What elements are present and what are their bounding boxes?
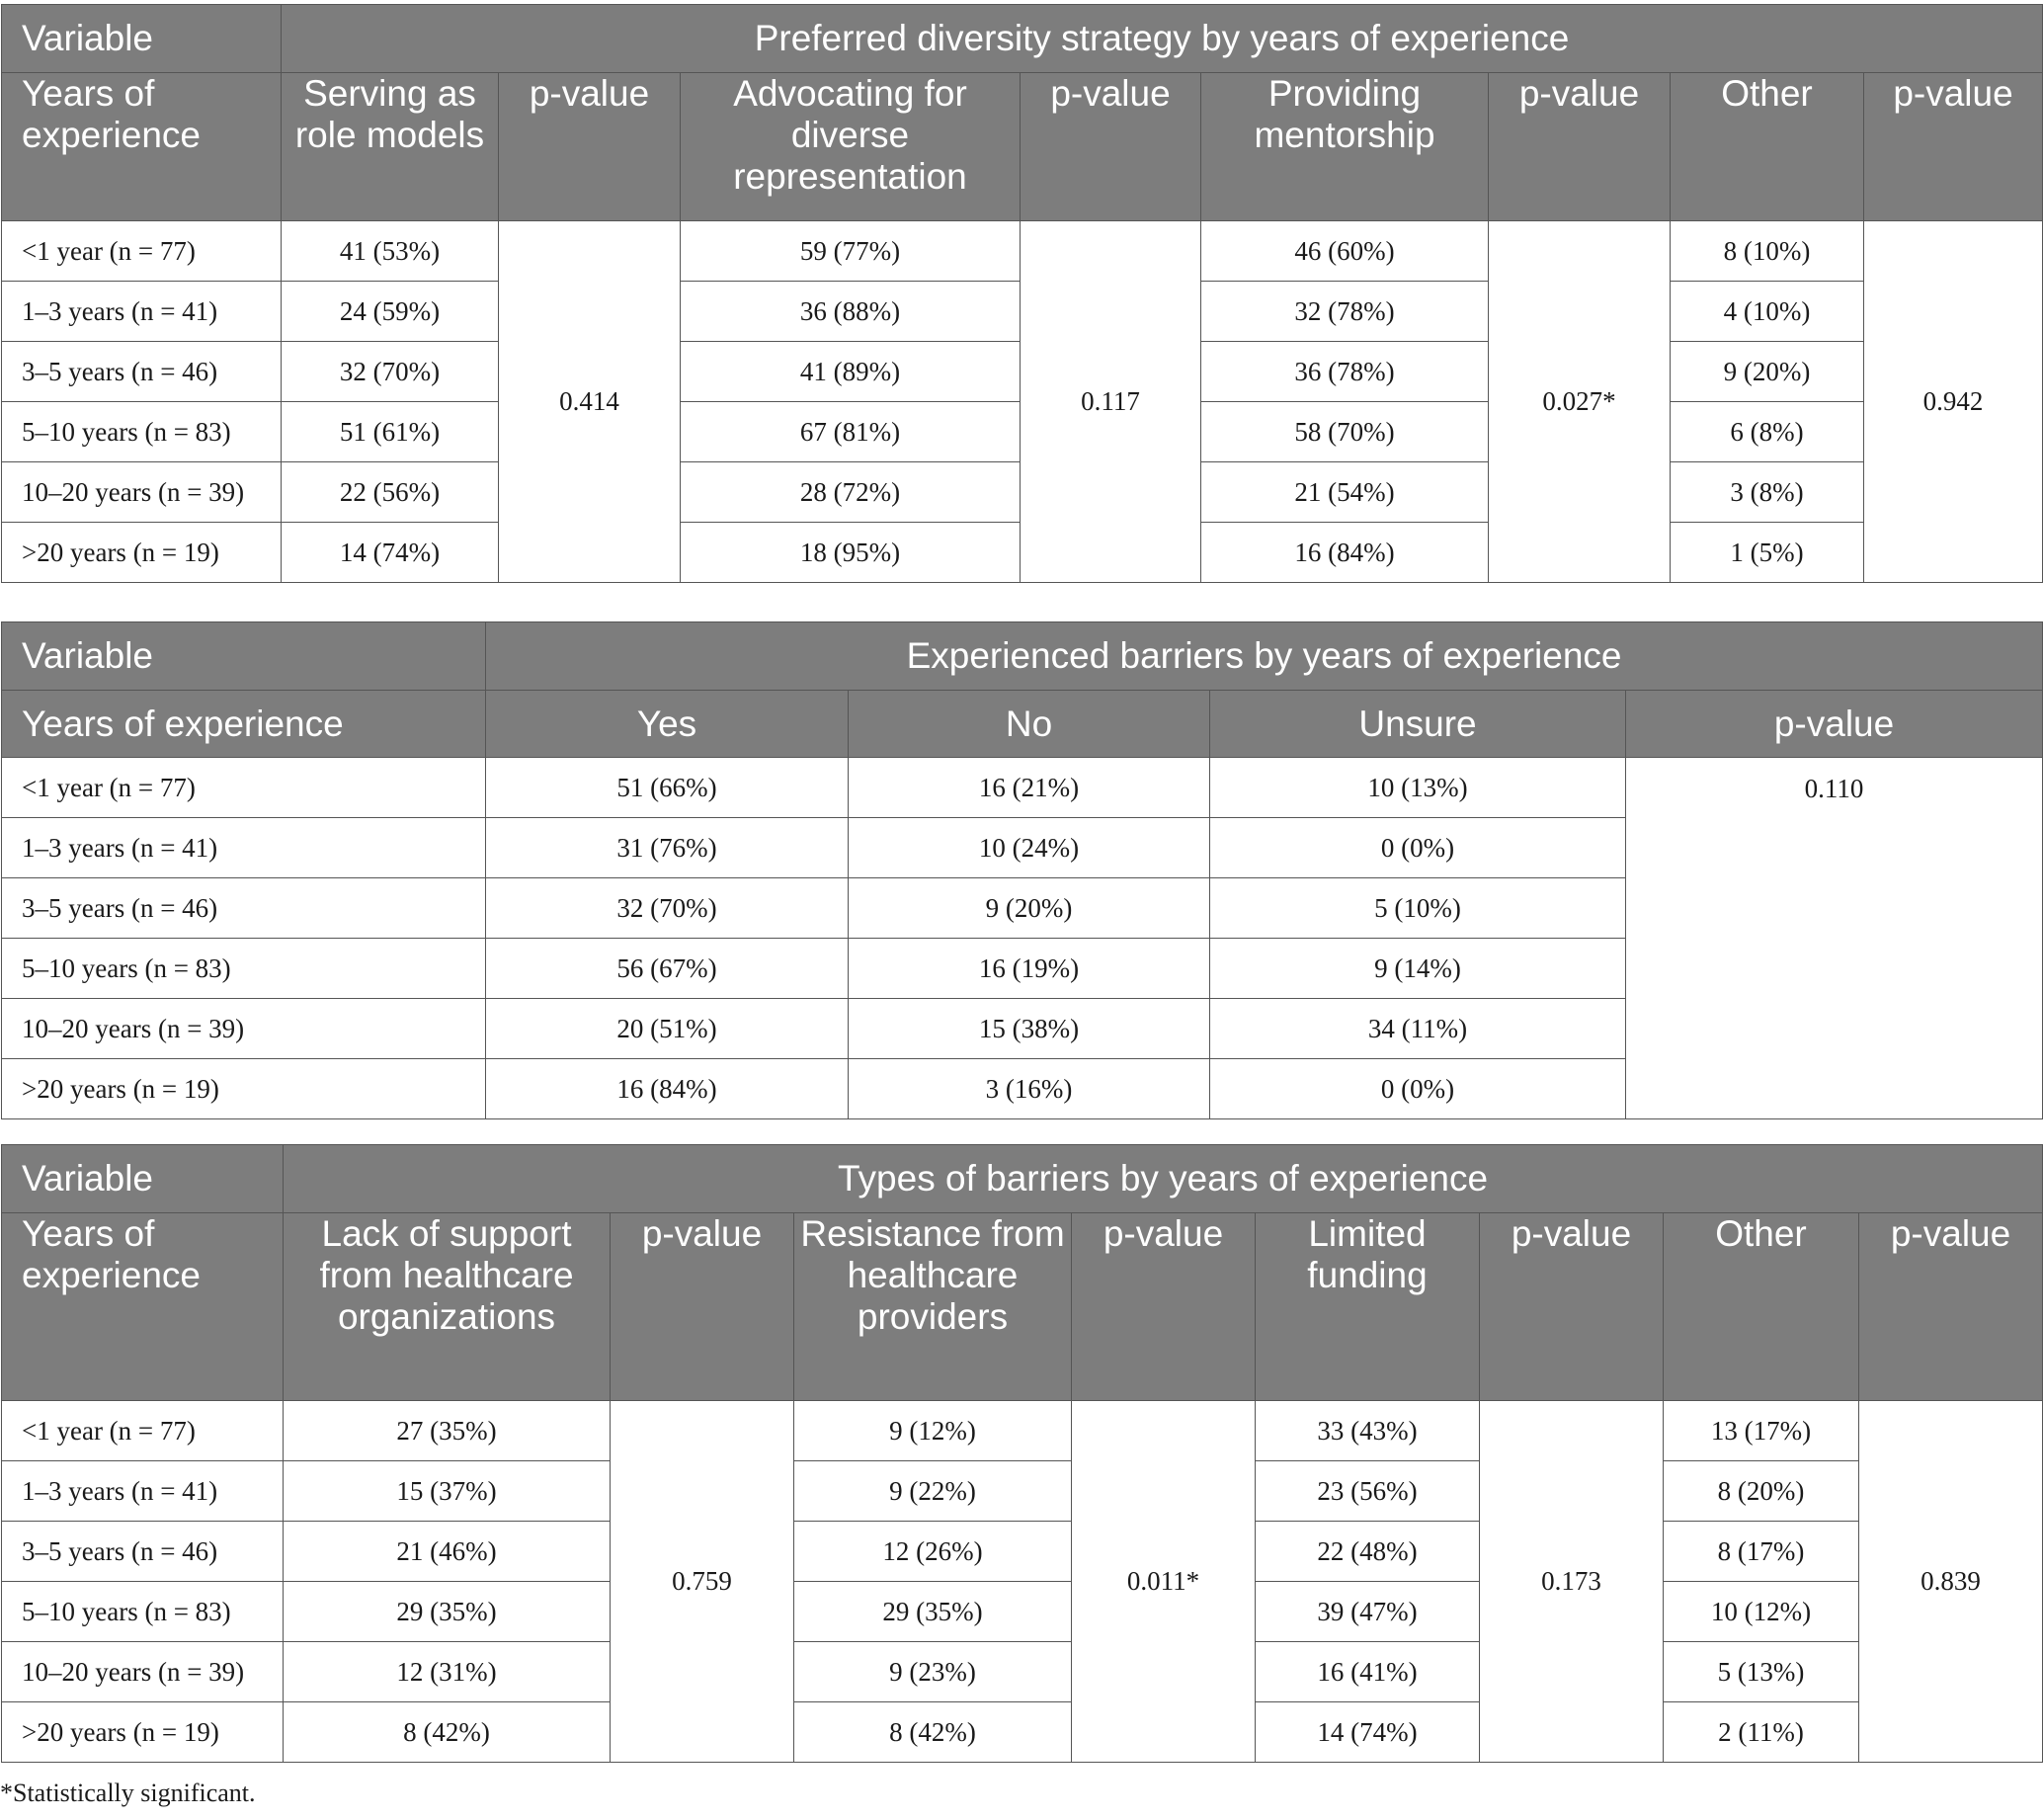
- cell: 8 (17%): [1664, 1522, 1859, 1582]
- footnote: *Statistically significant.: [0, 1779, 256, 1807]
- column-header: Resistance from healthcare providers: [794, 1213, 1072, 1401]
- pvalue-header: p-value: [1859, 1213, 2043, 1401]
- cell: 41 (53%): [282, 221, 499, 282]
- column-header: No: [849, 691, 1210, 758]
- table-title: Types of barriers by years of experience: [284, 1145, 2043, 1213]
- row-label: 5–10 years (n = 83): [2, 1582, 284, 1642]
- cell: 36 (88%): [681, 282, 1021, 342]
- cell: 13 (17%): [1664, 1401, 1859, 1461]
- row-label: 10–20 years (n = 39): [2, 462, 282, 523]
- cell: 9 (12%): [794, 1401, 1072, 1461]
- row-label: 5–10 years (n = 83): [2, 939, 486, 999]
- cell: 20 (51%): [486, 999, 849, 1059]
- pvalue-header: p-value: [1072, 1213, 1256, 1401]
- row-label: 1–3 years (n = 41): [2, 818, 486, 878]
- column-header: Serving as role models: [282, 73, 499, 221]
- row-label: <1 year (n = 77): [2, 758, 486, 818]
- cell: 6 (8%): [1671, 402, 1864, 462]
- column-header: Unsure: [1210, 691, 1626, 758]
- row-label: >20 years (n = 19): [2, 1059, 486, 1119]
- cell: 9 (20%): [1671, 342, 1864, 402]
- cell: 33 (43%): [1256, 1401, 1480, 1461]
- cell: 0 (0%): [1210, 1059, 1626, 1119]
- column-header: Yes: [486, 691, 849, 758]
- column-header: Other: [1671, 73, 1864, 221]
- cell: 21 (46%): [284, 1522, 611, 1582]
- cell: 15 (38%): [849, 999, 1210, 1059]
- row-label: 10–20 years (n = 39): [2, 1642, 284, 1702]
- table-row: [2, 1522, 2043, 1582]
- pvalue-header: p-value: [1626, 691, 2043, 758]
- pvalue-header: p-value: [1480, 1213, 1664, 1401]
- barrier-types-table: [1, 1144, 2043, 1763]
- cell: 3 (8%): [1671, 462, 1864, 523]
- pvalue-header: p-value: [1864, 73, 2043, 221]
- cell: 16 (19%): [849, 939, 1210, 999]
- cell: 32 (70%): [282, 342, 499, 402]
- cell: 16 (41%): [1256, 1642, 1480, 1702]
- row-label: <1 year (n = 77): [2, 1401, 284, 1461]
- variable-header: Variable: [2, 5, 282, 73]
- column-header: Other: [1664, 1213, 1859, 1401]
- cell: 8 (20%): [1664, 1461, 1859, 1522]
- cell: 1 (5%): [1671, 523, 1864, 583]
- table-row: [2, 1461, 2043, 1522]
- pvalue-cell: 0.173: [1480, 1401, 1664, 1763]
- variable-header: Variable: [2, 622, 486, 691]
- table-row: [2, 1401, 2043, 1461]
- cell: 12 (31%): [284, 1642, 611, 1702]
- cell: 8 (42%): [794, 1702, 1072, 1763]
- row-label: 3–5 years (n = 46): [2, 1522, 284, 1582]
- pvalue-header: p-value: [1489, 73, 1671, 221]
- row-label: 5–10 years (n = 83): [2, 402, 282, 462]
- pvalue-cell: 0.117: [1021, 221, 1201, 583]
- pvalue-cell: 0.942: [1864, 221, 2043, 583]
- cell: 0 (0%): [1210, 818, 1626, 878]
- pvalue-cell: 0.839: [1859, 1401, 2043, 1763]
- cell: 9 (22%): [794, 1461, 1072, 1522]
- diversity-strategy-table: [1, 4, 2043, 583]
- cell: 16 (84%): [1201, 523, 1489, 583]
- pvalue-cell: 0.011*: [1072, 1401, 1256, 1763]
- cell: 27 (35%): [284, 1401, 611, 1461]
- cell: 51 (61%): [282, 402, 499, 462]
- cell: 34 (11%): [1210, 999, 1626, 1059]
- cell: 15 (37%): [284, 1461, 611, 1522]
- cell: 67 (81%): [681, 402, 1021, 462]
- cell: 32 (70%): [486, 878, 849, 939]
- table-title: Experienced barriers by years of experience: [486, 622, 2043, 691]
- row-header: Years of experience: [2, 1213, 284, 1401]
- pvalue-header: p-value: [499, 73, 681, 221]
- cell: 10 (13%): [1210, 758, 1626, 818]
- cell: 9 (20%): [849, 878, 1210, 939]
- cell: 8 (10%): [1671, 221, 1864, 282]
- cell: 39 (47%): [1256, 1582, 1480, 1642]
- row-header: Years of experience: [2, 73, 282, 221]
- pvalue-header: p-value: [1021, 73, 1201, 221]
- table-title: Preferred diversity strategy by years of experience: [282, 5, 2043, 73]
- cell: 58 (70%): [1201, 402, 1489, 462]
- table-row: [2, 221, 2043, 282]
- cell: 9 (23%): [794, 1642, 1072, 1702]
- cell: 16 (21%): [849, 758, 1210, 818]
- cell: 28 (72%): [681, 462, 1021, 523]
- cell: 14 (74%): [1256, 1702, 1480, 1763]
- pvalue-cell: 0.759: [611, 1401, 794, 1763]
- row-label: 3–5 years (n = 46): [2, 342, 282, 402]
- pvalue-header: p-value: [611, 1213, 794, 1401]
- cell: 14 (74%): [282, 523, 499, 583]
- column-header: Advocating for diverse representation: [681, 73, 1021, 221]
- cell: 4 (10%): [1671, 282, 1864, 342]
- row-label: 1–3 years (n = 41): [2, 282, 282, 342]
- column-header: Lack of support from healthcare organizations: [284, 1213, 611, 1401]
- variable-header: Variable: [2, 1145, 284, 1213]
- cell: 3 (16%): [849, 1059, 1210, 1119]
- cell: 10 (12%): [1664, 1582, 1859, 1642]
- cell: 16 (84%): [486, 1059, 849, 1119]
- cell: 41 (89%): [681, 342, 1021, 402]
- cell: 8 (42%): [284, 1702, 611, 1763]
- table-row: [2, 758, 2043, 818]
- cell: 22 (56%): [282, 462, 499, 523]
- cell: 2 (11%): [1664, 1702, 1859, 1763]
- cell: 12 (26%): [794, 1522, 1072, 1582]
- column-header: Providing mentorship: [1201, 73, 1489, 221]
- cell: 36 (78%): [1201, 342, 1489, 402]
- cell: 5 (13%): [1664, 1642, 1859, 1702]
- cell: 29 (35%): [794, 1582, 1072, 1642]
- row-header: Years of experience: [2, 691, 486, 758]
- cell: 59 (77%): [681, 221, 1021, 282]
- cell: 21 (54%): [1201, 462, 1489, 523]
- cell: 32 (78%): [1201, 282, 1489, 342]
- table-row: [2, 1702, 2043, 1763]
- row-label: >20 years (n = 19): [2, 523, 282, 583]
- column-header: Limited funding: [1256, 1213, 1480, 1401]
- pvalue-cell: 0.110: [1626, 758, 2043, 1119]
- cell: 51 (66%): [486, 758, 849, 818]
- cell: 29 (35%): [284, 1582, 611, 1642]
- table-row: [2, 1582, 2043, 1642]
- cell: 18 (95%): [681, 523, 1021, 583]
- row-label: 10–20 years (n = 39): [2, 999, 486, 1059]
- cell: 56 (67%): [486, 939, 849, 999]
- cell: 23 (56%): [1256, 1461, 1480, 1522]
- table-row: [2, 1642, 2043, 1702]
- pvalue-cell: 0.027*: [1489, 221, 1671, 583]
- row-label: >20 years (n = 19): [2, 1702, 284, 1763]
- row-label: <1 year (n = 77): [2, 221, 282, 282]
- cell: 46 (60%): [1201, 221, 1489, 282]
- cell: 31 (76%): [486, 818, 849, 878]
- cell: 5 (10%): [1210, 878, 1626, 939]
- cell: 22 (48%): [1256, 1522, 1480, 1582]
- cell: 24 (59%): [282, 282, 499, 342]
- cell: 10 (24%): [849, 818, 1210, 878]
- pvalue-cell: 0.414: [499, 221, 681, 583]
- cell: 9 (14%): [1210, 939, 1626, 999]
- row-label: 1–3 years (n = 41): [2, 1461, 284, 1522]
- row-label: 3–5 years (n = 46): [2, 878, 486, 939]
- experienced-barriers-table: [1, 621, 2043, 1119]
